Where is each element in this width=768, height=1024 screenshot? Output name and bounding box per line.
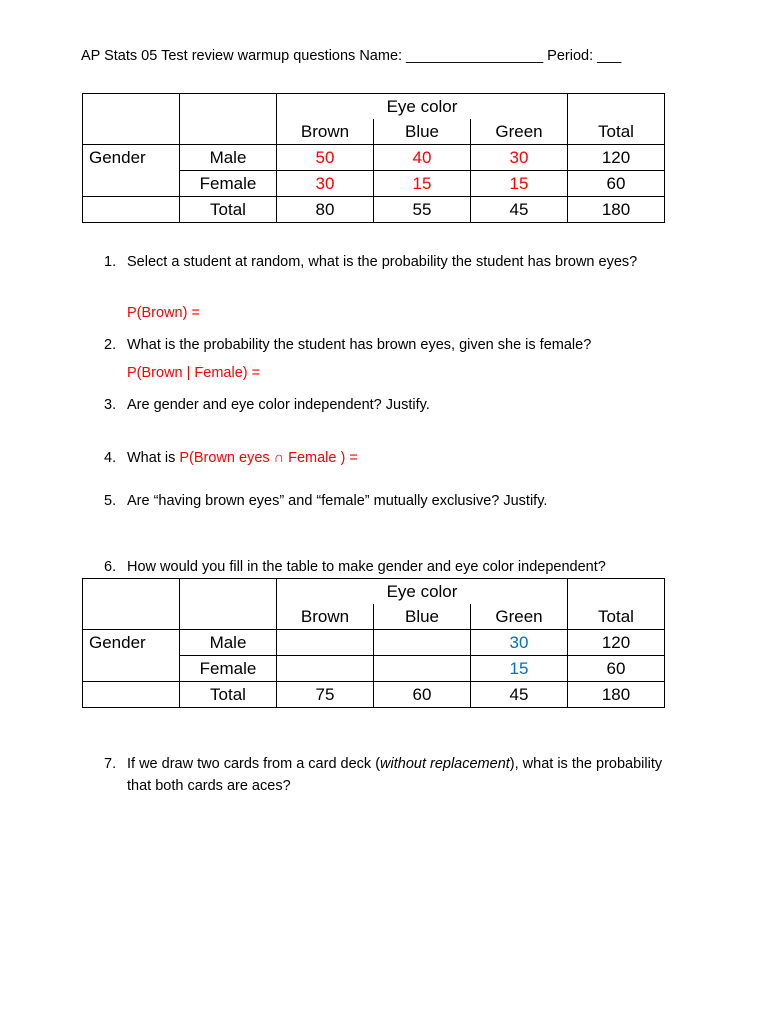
question-text: ), what is the probability that both cards are aces? xyxy=(127,756,663,794)
table-cell: 30 xyxy=(277,171,374,197)
question-emphasis: without replacement xyxy=(380,756,510,772)
answer-1: P(Brown) = xyxy=(127,305,200,321)
question-text: What is xyxy=(127,450,180,466)
table-cell: 50 xyxy=(277,145,374,171)
col-header: Total xyxy=(568,119,665,145)
col-header: Brown xyxy=(277,119,374,145)
table-cell xyxy=(374,656,471,682)
eye-color-table xyxy=(82,93,665,223)
col-header: Brown xyxy=(277,604,374,630)
row-label: Female xyxy=(180,656,277,682)
table-cell xyxy=(277,630,374,656)
question-number: 5. xyxy=(104,493,117,509)
table-cell: 80 xyxy=(277,197,374,223)
question-formula: P(Brown eyes ∩ Female ) = xyxy=(179,450,358,466)
table-cell: 40 xyxy=(374,145,471,171)
group-header: Eye color xyxy=(277,94,568,120)
table-cell: 15 xyxy=(374,171,471,197)
table-cell: 60 xyxy=(568,171,665,197)
question-number: 7. xyxy=(104,756,117,772)
question-text: Are gender and eye color independent? Justify. xyxy=(127,397,430,413)
table-cell: 15 xyxy=(471,656,568,682)
question-text: What is the probability the student has brown eyes, given she is female? xyxy=(127,337,592,353)
row-group-label: Gender xyxy=(83,145,180,171)
row-label: Male xyxy=(180,630,277,656)
col-header: Green xyxy=(471,604,568,630)
question-number: 3. xyxy=(104,397,117,413)
independence-table xyxy=(82,578,665,708)
question-text: Select a student at random, what is the probability the student has brown eyes? xyxy=(127,254,638,270)
table-cell: 60 xyxy=(374,682,471,708)
row-label: Total xyxy=(180,682,277,708)
table-cell: 45 xyxy=(471,682,568,708)
table-cell xyxy=(277,656,374,682)
answer-2: P(Brown | Female) = xyxy=(127,365,261,381)
table-cell: 75 xyxy=(277,682,374,708)
page-header: AP Stats 05 Test review warmup questions Name: _________________ Period: ___ xyxy=(81,48,622,64)
table-cell: 180 xyxy=(568,197,665,223)
table-cell: 55 xyxy=(374,197,471,223)
table-cell: 45 xyxy=(471,197,568,223)
table-cell: 60 xyxy=(568,656,665,682)
table-cell: 120 xyxy=(568,630,665,656)
row-label: Female xyxy=(180,171,277,197)
group-header: Eye color xyxy=(277,579,568,605)
row-label: Total xyxy=(180,197,277,223)
question-number: 4. xyxy=(104,450,117,466)
question-number: 6. xyxy=(104,559,117,575)
table-cell: 30 xyxy=(471,145,568,171)
question-text: If we draw two cards from a card deck ( xyxy=(127,756,381,772)
question-text: How would you fill in the table to make gender and eye color independent? xyxy=(127,559,606,575)
table-cell: 15 xyxy=(471,171,568,197)
col-header: Green xyxy=(471,119,568,145)
table-cell: 120 xyxy=(568,145,665,171)
col-header: Blue xyxy=(374,119,471,145)
row-label: Male xyxy=(180,145,277,171)
table-cell: 30 xyxy=(471,630,568,656)
table-cell: 180 xyxy=(568,682,665,708)
question-number: 1. xyxy=(104,254,117,270)
question-text: Are “having brown eyes” and “female” mutually exclusive? Justify. xyxy=(127,493,548,509)
row-group-label: Gender xyxy=(83,630,180,656)
table-cell xyxy=(374,630,471,656)
question-number: 2. xyxy=(104,337,117,353)
col-header: Blue xyxy=(374,604,471,630)
col-header: Total xyxy=(568,604,665,630)
